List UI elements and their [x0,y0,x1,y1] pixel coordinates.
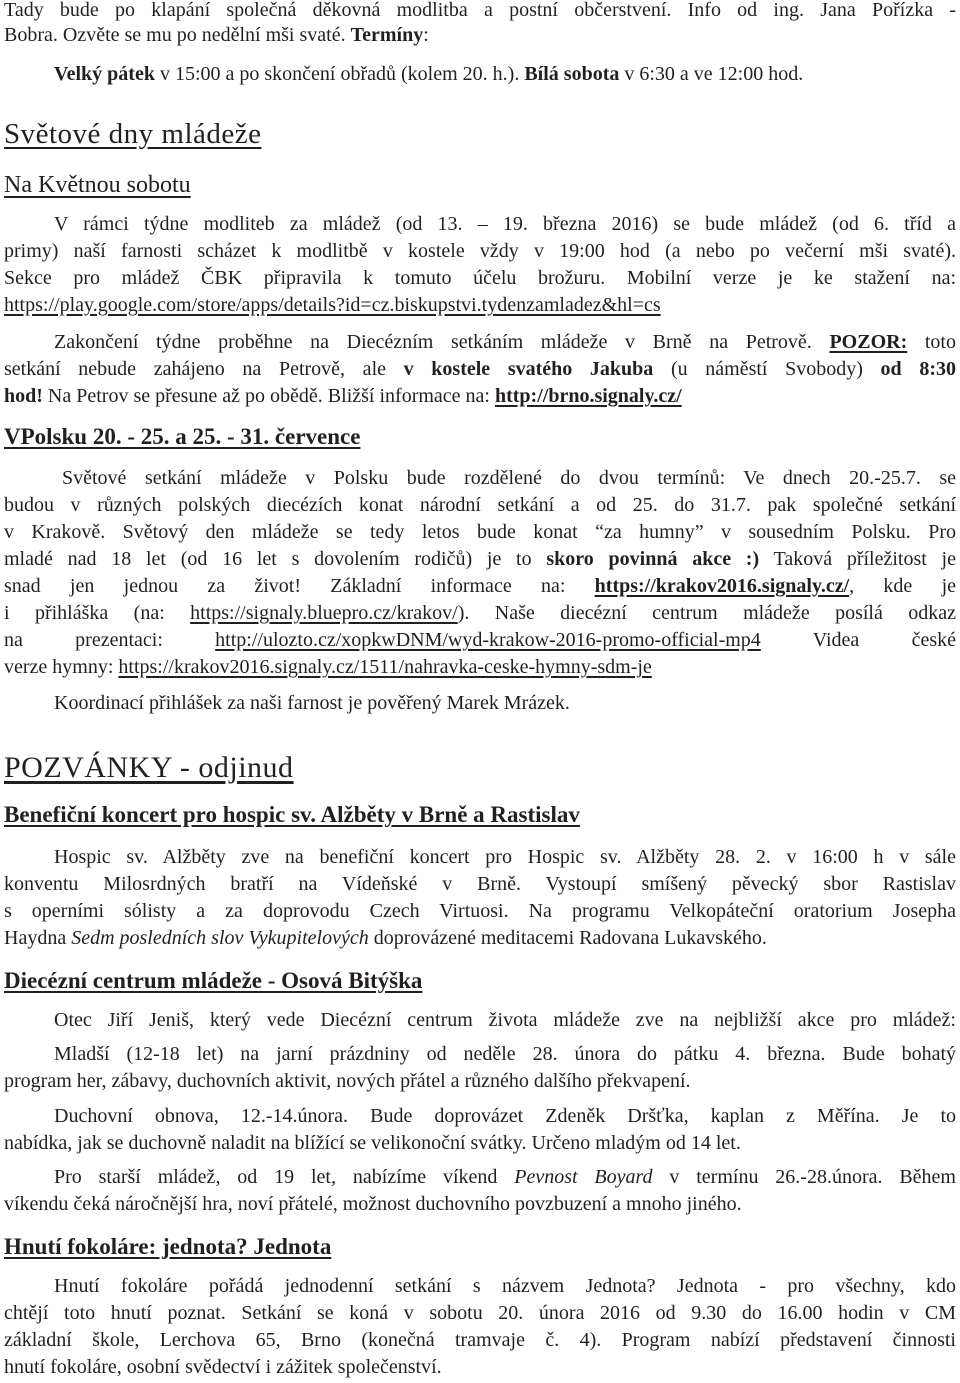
wyd-p3-line-5: snad jen jednou za život! Základní informace na: https://krakov2016.signaly.cz/, kde je [4,575,957,597]
krakov-signaly-link[interactable]: https://krakov2016.signaly.cz/ [594,575,850,597]
focolare-line-2: chtějí toto hnutí poznat. Setkání se koná v sobotu 20. února 2016 od 9.30 do 16.00 hodin v CM [4,1302,956,1324]
wyd-p3-line-7: na prezentaci: http://ulozto.cz/xopkwDNM/wyd-krakow-2016-promo-official-mp4 Videa české [4,629,956,651]
intro-line-3: Velký pátek v 15:00 a po skončení obřadů (kolem 20. h.). Bílá sobota v 6:30 a ve 12:00 hod. [54,63,804,85]
youth-center-heading: Diecézní centrum mládeže - Osová Bitýška [4,968,423,993]
concert-line-4: Haydna Sedm posledních slov Vykupitelových doprovázené meditacemi Radovana Lukavského. [4,927,767,949]
wyd-p3-line-1: Světové setkání mládeže v Polsku bude rozdělené do dvou termínů: Ve dnech 20.-25.7. se [62,467,956,489]
focolare-heading: Hnutí fokoláre: jednota? Jednota [4,1234,332,1259]
youth-center-p3-line-1: Duchovní obnova, 12.-14.února. Bude doprovázet Zdeněk Dršťka, kaplan z Měřína. Je to [54,1105,956,1127]
wyd-p1-line-3: Sekce pro mládež ČBK připravila k tomuto účelu brožuru. Mobilní verze je ke stažení na: [4,267,956,289]
hymn-link[interactable]: https://krakov2016.signaly.cz/1511/nahravka-ceske-hymny-sdm-je [118,656,652,678]
google-play-link[interactable]: https://play.google.com/store/apps/details?id=cz.biskupstvi.tydenzamladez&hl=cs [4,294,661,316]
brno-signaly-link[interactable]: http://brno.signaly.cz/ [494,385,682,407]
wyd-p2-line-3: hod! Na Petrov se přesune až po obědě. Bližší informace na: http://brno.signaly.cz/ [4,385,682,407]
youth-center-p3-line-2: nabídka, jak se duchovně naladit na blížící se velikonoční svátky. Určeno mladým od 14 let. [4,1132,741,1154]
poland-heading: VPolsku 20. - 25. a 25. - 31. července [4,424,361,449]
wyd-p2-line-2: setkání nebude zahájeno na Petrově, ale v kostele svatého Jakuba (u náměstí Svobody) od 8:30 [4,358,956,380]
wyd-heading: Světové dny mládeže [4,118,262,150]
wyd-p1-line-4 [4,292,956,318]
concert-line-3: s operními sólisty a za doprovodu Czech Virtuosi. Na programu Velkopáteční oratorium Josepha [4,900,956,922]
wyd-p1-line-2: primy) naší farnosti scházet k modlitbě v kostele vždy v 19:00 hod (a nebo po večerní mši svaté). [4,240,956,262]
wyd-p1-line-1: V rámci týdne modliteb za mládež (od 13. – 19. března 2016) se bude mládež (od 6. tříd a [54,213,956,235]
wyd-p3-line-6: i přihláška (na: https://signaly.bluepro.cz/krakov/). Naše diecézní centrum mládeže posílá odkaz [4,602,957,624]
concert-line-2: konventu Milosrdných bratří na Vídeňské v Brně. Vystoupí smíšený pěvecký sbor Rastislav [4,873,956,895]
wyd-p3-line-2: budou v různých polských diecézích konat národní setkání a od 25. do 31.7. pak společné setkání [4,494,956,516]
youth-center-p2-line-2: program her, zábavy, duchovních aktivit, nových přátel a různého dalšího překvapení. [4,1070,691,1092]
wyd-p2-line-1: Zakončení týdne proběhne na Diecézním setkáním mládeže v Brně na Petrově. POZOR: toto [54,331,956,353]
focolare-line-4: hnutí fokoláre, osobní svědectví i zážitek společenství. [4,1356,442,1378]
youth-center-p4-line-2: víkendu čeká náročnější hra, noví přátelé, možnost duchovního povzbuzení a mnoho jiného. [4,1193,742,1215]
wyd-p3-line-4: mladé nad 18 let (od 16 let s dovolením rodičů) je to skoro povinná akce :) Taková příležitost je [4,548,956,570]
wyd-subheading: Na Květnou sobotu [4,172,191,198]
wyd-p4: Koordinací přihlášek za naši farnost je pověřený Marek Mrázek. [54,692,570,714]
youth-center-p1: Otec Jiří Jeniš, který vede Diecézní centrum života mládeže zve na nejbližší akce pro mládež: [54,1009,956,1031]
bluepro-link[interactable]: https://signaly.bluepro.cz/krakov/ [190,602,458,624]
wyd-p3-line-8: verze hymny: https://krakov2016.signaly.cz/1511/nahravka-ceske-hymny-sdm-je [4,656,652,678]
focolare-line-1: Hnutí fokoláre pořádá jednodenní setkání s názvem Jednota? Jednota - pro všechny, kdo [54,1275,956,1297]
youth-center-p2-line-1: Mladší (12-18 let) na jarní prázdniny od neděle 28. února do pátku 4. března. Bude bohatý [54,1043,956,1065]
intro-line-1: Tady bude po klapání společná děkovná modlitba a postní občerstvení. Info od ing. Jana Pořízka - [4,0,956,21]
invites-heading: POZVÁNKY - odjinud [4,751,294,784]
focolare-line-3: základní škole, Lerchova 65, Brno (konečná tramvaje č. 4). Program nabízí představení činnosti [4,1329,956,1351]
ulozto-link[interactable]: http://ulozto.cz/xopkwDNM/wyd-krakow-2016-promo-official-mp4 [215,629,761,651]
concert-line-1: Hospic sv. Alžběty zve na benefiční koncert pro Hospic sv. Alžběty 28. 2. v 16:00 h v sále [54,846,956,868]
youth-center-p4-line-1: Pro starší mládež, od 19 let, nabízíme víkend Pevnost Boyard v termínu 26.-28.února. Během [54,1166,956,1188]
intro-line-2: Bobra. Ozvěte se mu po nedělní mši svaté. Termíny: [4,24,429,46]
wyd-p3-line-3: v Krakově. Světový den mládeže se tedy letos bude konat “za humny” v sousedním Polsku. Pro [4,521,956,543]
concert-heading: Benefiční koncert pro hospic sv. Alžběty v Brně a Rastislav [4,802,580,827]
